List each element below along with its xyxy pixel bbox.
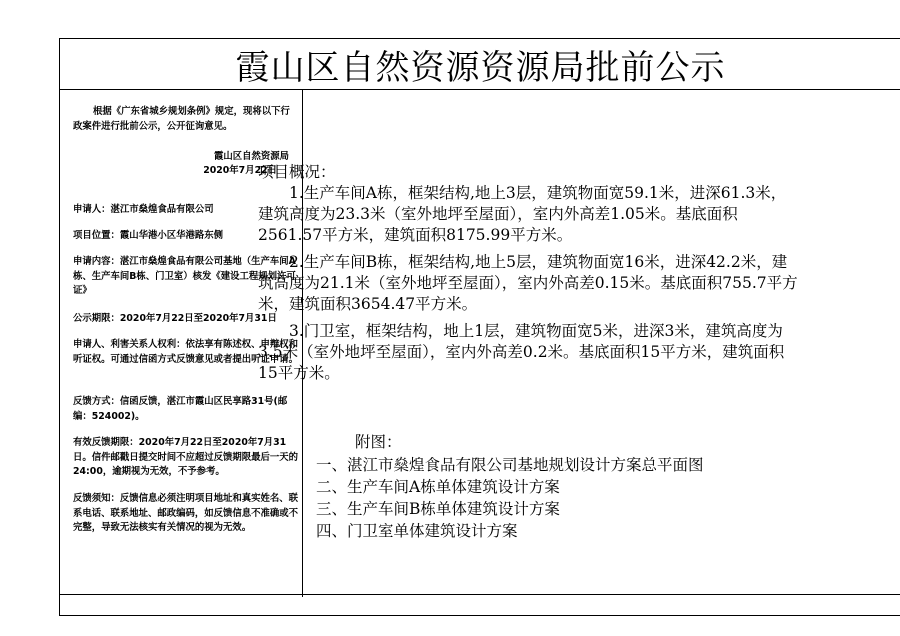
issue-date: 2020年7月22日 [203,165,277,176]
applicant: 申请人：湛江市燊煌食品有限公司 [73,204,214,215]
valid-feedback-period: 有效反馈期限：2020年7月22日至2020年7月31日。信件邮戳日提交时间不应超过反馈期限最后一天的24:00，逾期视为无效，不予参考。 [73,437,299,477]
project-location: 项目位置：霞山华港小区华港路东侧 [73,230,224,241]
attachments-heading: 附图： [355,433,402,451]
overview-item-1: 1.生产车间A栋，框架结构,地上3层，建筑物面宽59.1米，进深61.3米，建筑高度为23.3米（室外地坪至屋面），室内外高差1.05米。基底面积2561.57平方米，建筑面积8175.99平方米。 [258,184,787,244]
intro-text: 根据《广东省城乡规划条例》规定，现将以下行政案件进行批前公示，公开征询意见。 [73,106,290,132]
attachment-item: 二、生产车间A栋单体建筑设计方案 [316,478,560,496]
overview-item-3: 3.门卫室，框架结构，地上1层，建筑物面宽5米，进深3米，建筑高度为3.5米（室外地坪至屋面），室内外高差0.2米。基底面积15平方米，建筑面积15平方米。 [258,322,785,382]
issuer: 霞山区自然资源局 [213,151,289,162]
feedback-notice: 反馈须知：反馈信息必须注明项目地址和真实姓名、联系电话、联系地址、邮政编码，如反馈信息不准确或不完整，导致无法核实有关情况的视为无效。 [73,493,299,533]
page-title: 霞山区自然资源资源局批前公示 [235,47,726,88]
feedback-method: 反馈方式：信函反馈，湛江市霞山区民享路31号(邮编：524002)。 [73,396,288,422]
overview-heading: 项目概况： [258,163,336,181]
attachment-item: 三、生产车间B栋单体建筑设计方案 [316,500,560,518]
bottom-row [60,594,900,615]
attachment-item: 一、湛江市燊煌食品有限公司基地规划设计方案总平面图 [316,456,704,474]
overview-item-2: 2.生产车间B栋，框架结构,地上5层，建筑物面宽16米，进深42.2米，建筑高度为21.1米（室外地坪至屋面），室内外高差0.15米。基底面积755.7平方米，建筑面积3654.47平方米。 [258,253,798,313]
attachment-item: 四、门卫室单体建筑设计方案 [316,522,518,540]
title-row [60,39,900,90]
application-content: 申请内容：湛江市燊煌食品有限公司基地（生产车间A栋、生产车间B栋、门卫室）核发《建设工程规划许可证》 [73,256,296,296]
party-rights: 申请人、利害关系人权利：依法享有陈述权、申辩权和听证权。可通过信函方式反馈意见或者提出听证申请。 [73,339,299,365]
publicity-period: 公示期限：2020年7月22日至2020年7月31日 [73,313,277,324]
